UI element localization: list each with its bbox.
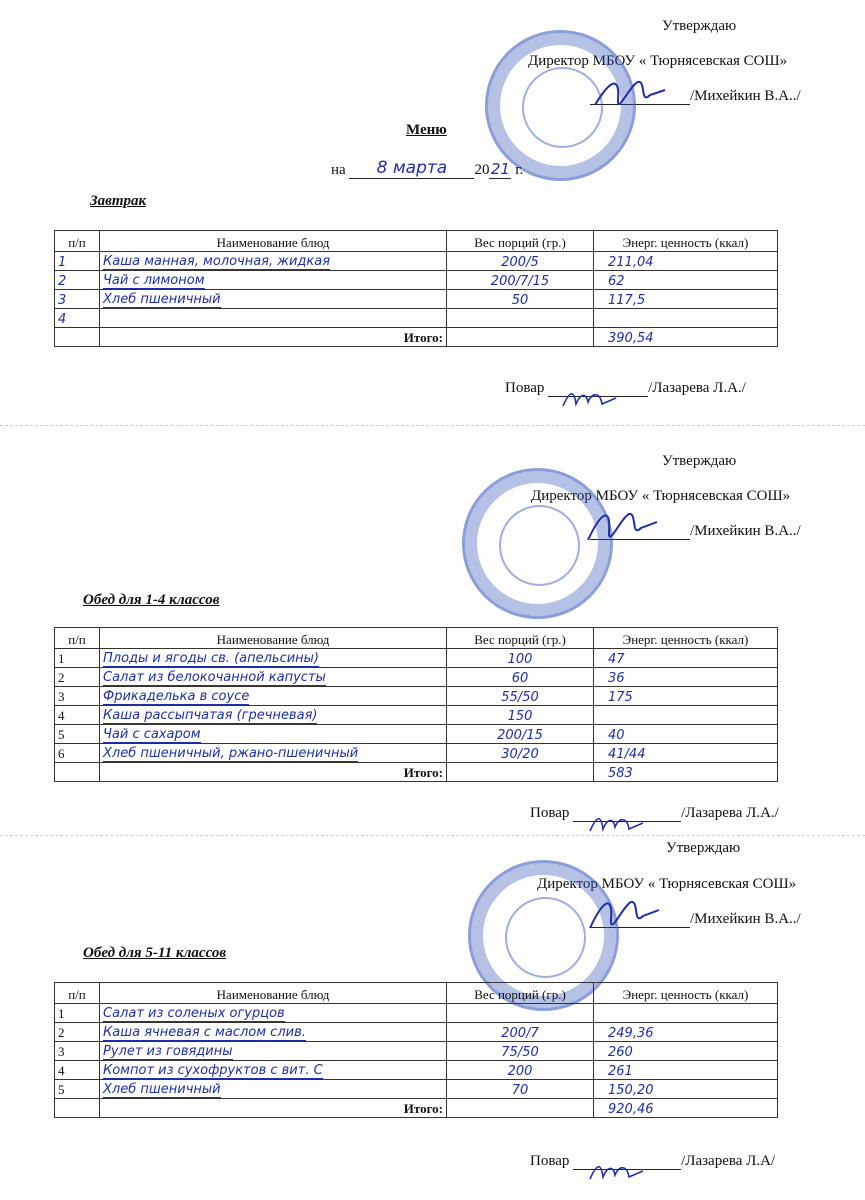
total-value: 920,46 [594,1099,778,1118]
row-name: Фрикаделька в соусе [103,689,250,704]
total-value: 390,54 [594,328,778,347]
row-weight [447,309,594,328]
table-row [55,687,778,706]
table-header-row [55,231,778,252]
row-name: Каша рассыпчатая (гречневая) [103,708,318,723]
approval-director: Директор МБОУ « Тюрнясевская СОШ» [531,488,791,504]
table-row [55,1080,778,1099]
table-row [55,1023,778,1042]
table-total-row [55,328,778,347]
row-name: Компот из сухофруктов с вит. С [103,1063,323,1078]
breakfast-title: Завтрак [90,193,147,209]
approval-director: Директор МБОУ « Тюрнясевская СОШ» [537,876,797,892]
director-signature [590,70,670,120]
header-num: п/п [55,231,100,252]
cook-label: Повар [530,805,570,821]
lunch-1-4-cook-line [530,805,779,822]
date-value: 8 марта [349,158,474,179]
row-weight: 75/50 [447,1042,594,1061]
cook-signature [560,386,620,414]
row-name: Хлеб пшеничный [103,1082,221,1097]
row-energy [594,309,778,328]
row-energy: 260 [594,1042,778,1061]
cook-label: Повар [530,1153,570,1169]
row-weight: 200/7 [447,1023,594,1042]
director-signature [585,888,665,943]
year-prefix: 20 [474,162,490,178]
row-name: Хлеб пшеничный [103,292,221,307]
director-name: /Михейкин В.А../ [690,523,801,539]
row-num: 1 [55,252,100,271]
menu-title: Меню [406,122,447,138]
table-row [55,706,778,725]
row-energy: 41/44 [594,744,778,763]
row-name: Хлеб пшеничный, ржано-пшеничный [103,746,359,761]
breakfast-table [54,230,778,347]
row-num: 4 [55,706,100,725]
header-name: Наименование блюд [100,983,447,1004]
table-row [55,309,778,328]
breakfast-cook-line [505,380,746,397]
cook-signature [587,1159,647,1187]
row-num: 5 [55,725,100,744]
row-weight: 60 [447,668,594,687]
row-energy: 117,5 [594,290,778,309]
header-name: Наименование блюд [100,231,447,252]
lunch-1-4-title: Обед для 1-4 классов [83,592,220,608]
row-weight: 200/5 [447,252,594,271]
row-num: 2 [55,668,100,687]
total-label: Итого: [100,1099,447,1118]
table-row [55,1004,778,1023]
table-row [55,271,778,290]
lunch-5-11-cook-line [530,1153,775,1170]
header-weight: Вес порций (гр.) [447,231,594,252]
lunch-5-11-title: Обед для 5-11 классов [83,945,227,961]
cook-label: Повар [505,380,545,396]
row-name: Каша манная, молочная, жидкая [103,254,331,269]
row-num: 3 [55,290,100,309]
row-energy: 150,20 [594,1080,778,1099]
table-total-row [55,1099,778,1118]
row-energy: 62 [594,271,778,290]
row-name: Салат из белокочанной капусты [103,670,326,685]
row-num: 3 [55,1042,100,1061]
row-energy: 261 [594,1061,778,1080]
header-energy: Энерг. ценность (ккал) [594,983,778,1004]
row-name: Плоды и ягоды св. (апельсины) [103,651,320,666]
cook-name: /Лазарева Л.А./ [681,805,779,821]
table-total-row [55,763,778,782]
row-weight: 50 [447,290,594,309]
year-value: 21 [490,160,510,178]
cook-name: /Лазарева Л.А./ [648,380,746,396]
row-energy: 175 [594,687,778,706]
header-weight: Вес порций (гр.) [447,628,594,649]
table-row [55,668,778,687]
approval-title: Утверждаю [662,18,737,34]
total-label: Итого: [100,328,447,347]
table-row [55,1061,778,1080]
table-row [55,290,778,309]
row-num: 2 [55,1023,100,1042]
header-num: п/п [55,628,100,649]
row-energy [594,1004,778,1023]
row-num: 1 [55,649,100,668]
row-name: Чай с сахаром [103,727,201,742]
row-name: Салат из соленых огурцов [103,1006,285,1021]
director-name: /Михейкин В.А../ [690,911,801,927]
table-header-row [55,628,778,649]
header-num: п/п [55,983,100,1004]
row-weight: 55/50 [447,687,594,706]
row-num: 5 [55,1080,100,1099]
row-energy: 249,36 [594,1023,778,1042]
stamp-inner-ring [505,897,586,978]
row-weight: 200/7/15 [447,271,594,290]
cook-signature-line [573,1169,681,1170]
row-energy: 47 [594,649,778,668]
approval-title: Утверждаю [662,453,737,469]
director-signature [583,500,663,555]
year-suffix: г. [515,162,524,178]
total-label: Итого: [100,763,447,782]
row-weight: 30/20 [447,744,594,763]
section-divider [0,835,865,836]
table-row [55,649,778,668]
total-value: 583 [594,763,778,782]
row-energy: 40 [594,725,778,744]
header-energy: Энерг. ценность (ккал) [594,231,778,252]
table-row [55,252,778,271]
row-num: 3 [55,687,100,706]
table-row [55,1042,778,1061]
row-name: Рулет из говядины [103,1044,233,1059]
row-weight: 150 [447,706,594,725]
header-energy: Энерг. ценность (ккал) [594,628,778,649]
section-divider [0,425,865,426]
approval-title: Утверждаю [666,840,741,856]
row-num: 4 [55,309,100,328]
table-row [55,744,778,763]
row-num: 1 [55,1004,100,1023]
row-energy: 36 [594,668,778,687]
row-energy [594,706,778,725]
row-energy: 211,04 [594,252,778,271]
stamp-inner-ring [499,505,580,586]
cook-signature-line [573,821,681,822]
menu-date [331,158,523,179]
row-name: Каша ячневая с маслом слив. [103,1025,306,1040]
date-prefix: на [331,162,346,178]
row-weight: 200/15 [447,725,594,744]
row-weight: 70 [447,1080,594,1099]
row-weight [447,1004,594,1023]
row-num: 2 [55,271,100,290]
cook-signature-line [548,396,648,397]
header-name: Наименование блюд [100,628,447,649]
approval-director: Директор МБОУ « Тюрнясевская СОШ» [528,53,788,69]
table-header-row [55,983,778,1004]
row-num: 4 [55,1061,100,1080]
row-name: Чай с лимоном [103,273,205,288]
header-weight: Вес порций (гр.) [447,983,594,1004]
row-weight: 100 [447,649,594,668]
director-name: /Михейкин В.А../ [690,88,801,104]
row-weight: 200 [447,1061,594,1080]
table-row [55,725,778,744]
cook-name: /Лазарева Л.А/ [681,1153,776,1169]
lunch-1-4-table [54,627,778,782]
row-num: 6 [55,744,100,763]
lunch-5-11-table [54,982,778,1118]
